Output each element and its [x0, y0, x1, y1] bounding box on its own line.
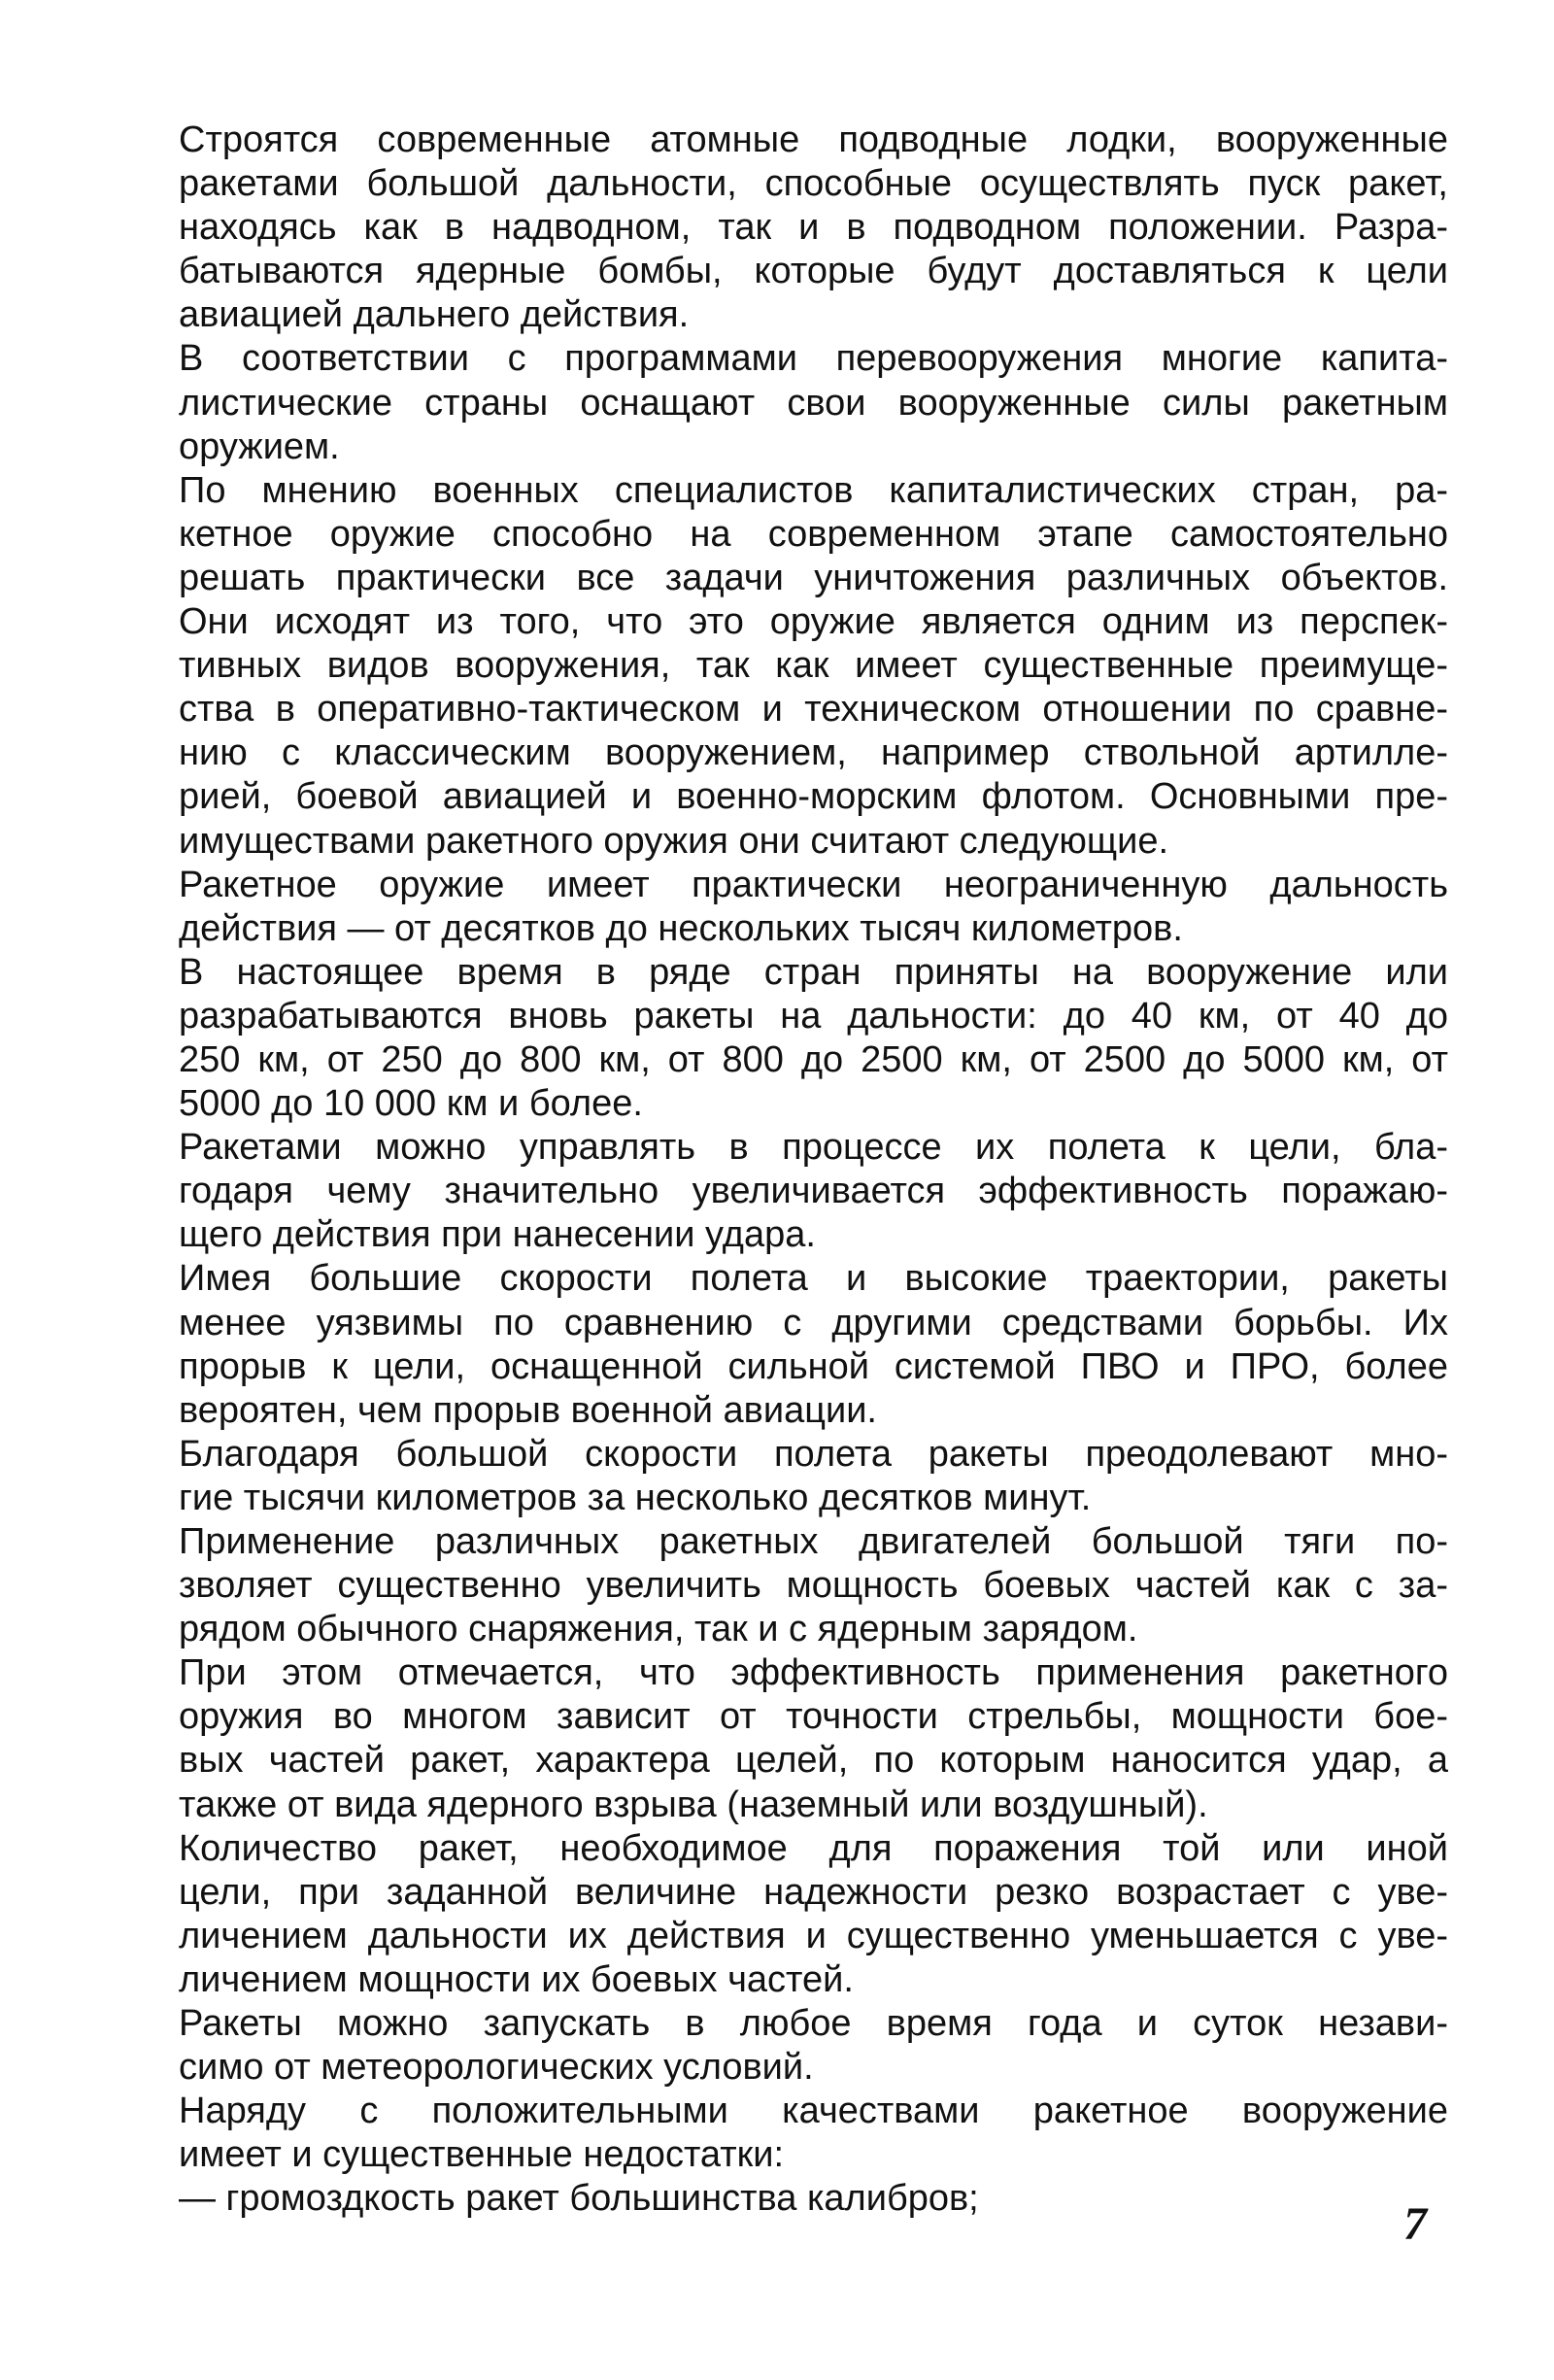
- paragraph: [179, 2090, 1448, 2177]
- text-line: нию с классическим вооружением, например ствольной артилле-: [179, 732, 1448, 774]
- paragraph: [179, 2177, 1448, 2221]
- text-line: цели, при заданной величине надежности резко возрастает с уве-: [179, 1871, 1448, 1913]
- text-line: имеет и существенные недостатки:: [179, 2134, 785, 2176]
- paragraph: [179, 469, 1448, 864]
- text-line: действия — от десятков до нескольких тысяч километров.: [179, 907, 1183, 949]
- text-line: имуществами ракетного оружия они считают следующие.: [179, 820, 1169, 862]
- text-line: В соответствии с программами перевооружения многие капита-: [179, 338, 1448, 380]
- text-line: Имея большие скорости полета и высокие траектории, ракеты: [179, 1258, 1448, 1300]
- page-body-text: [179, 119, 1448, 2222]
- text-line: тивных видов вооружения, так как имеет существенные преимуще-: [179, 645, 1448, 687]
- paragraph: [179, 1651, 1448, 1826]
- text-line: 5000 до 10 000 км и более.: [179, 1083, 643, 1125]
- text-line: Применение различных ракетных двигателей большой тяги по-: [179, 1521, 1448, 1562]
- paragraph: [179, 337, 1448, 468]
- paragraph: [179, 1433, 1448, 1520]
- text-line: По мнению военных специалистов капиталистических стран, ра-: [179, 469, 1448, 511]
- paragraph: [179, 951, 1448, 1126]
- text-line: листические страны оснащают свои вооруженные силы ракетным: [179, 382, 1448, 424]
- text-line: находясь как в надводном, так и в подводном положении. Разра-: [179, 207, 1448, 249]
- text-line: личением дальности их действия и существенно уменьшается с уве-: [179, 1915, 1448, 1956]
- text-line: Они исходят из того, что это оружие является одним из перспек-: [179, 601, 1448, 643]
- text-line: симо от метеорологических условий.: [179, 2047, 814, 2089]
- text-line: зволяет существенно увеличить мощность боевых частей как с за-: [179, 1565, 1448, 1607]
- text-line: При этом отмечается, что эффективность применения ракетного: [179, 1652, 1448, 1694]
- paragraph: [179, 1827, 1448, 2002]
- text-line: гие тысячи километров за несколько десятков минут.: [179, 1477, 1092, 1518]
- paragraph: [179, 2002, 1448, 2090]
- text-line: авиацией дальнего действия.: [179, 294, 690, 336]
- text-line: рядом обычного снаряжения, так и с ядерным зарядом.: [179, 1609, 1138, 1650]
- text-line: оружия во многом зависит от точности стрельбы, мощности бое-: [179, 1696, 1448, 1738]
- text-line: рией, боевой авиацией и военно-морским флотом. Основными пре-: [179, 776, 1448, 818]
- paragraph: [179, 1126, 1448, 1257]
- text-line: годаря чему значительно увеличивается эффективность поражаю-: [179, 1171, 1448, 1212]
- text-line: прорыв к цели, оснащенной сильной системой ПВО и ПРО, более: [179, 1345, 1448, 1387]
- text-line: решать практически все задачи уничтожения различных объектов.: [179, 557, 1448, 598]
- text-line: ства в оперативно-тактическом и техническом отношении по сравне-: [179, 689, 1448, 731]
- text-line: Ракетное оружие имеет практически неограниченную дальность: [179, 864, 1448, 905]
- text-line: щего действия при нанесении удара.: [179, 1214, 816, 1256]
- text-line: личением мощности их боевых частей.: [179, 1958, 854, 2000]
- page-number: 7: [1403, 2198, 1427, 2250]
- text-line: батываются ядерные бомбы, которые будут доставляться к цели: [179, 251, 1448, 292]
- text-line: разрабатываются вновь ракеты на дальности: до 40 км, от 40 до: [179, 995, 1448, 1037]
- text-line: менее уязвимы по сравнению с другими средствами борьбы. Их: [179, 1302, 1448, 1343]
- text-line: — громоздкость ракет большинства калибров;: [179, 2178, 979, 2220]
- paragraph: [179, 1257, 1448, 1432]
- text-line: Ракеты можно запускать в любое время года и суток незави-: [179, 2003, 1448, 2045]
- text-line: кетное оружие способно на современном этапе самостоятельно: [179, 513, 1448, 555]
- text-line: Наряду с положительными качествами ракетное вооружение: [179, 2091, 1448, 2132]
- text-line: Строятся современные атомные подводные лодки, вооруженные: [179, 119, 1448, 160]
- text-line: вых частей ракет, характера целей, по которым наносится удар, а: [179, 1740, 1448, 1782]
- paragraph: [179, 864, 1448, 951]
- text-line: также от вида ядерного взрыва (наземный или воздушный).: [179, 1784, 1208, 1825]
- text-line: В настоящее время в ряде стран приняты на вооружение или: [179, 951, 1448, 993]
- text-line: Благодаря большой скорости полета ракеты преодолевают мно-: [179, 1433, 1448, 1475]
- text-line: вероятен, чем прорыв военной авиации.: [179, 1389, 877, 1431]
- text-line: Количество ракет, необходимое для поражения той или иной: [179, 1827, 1448, 1869]
- paragraph: [179, 119, 1448, 337]
- text-line: оружием.: [179, 425, 340, 467]
- text-line: 250 км, от 250 до 800 км, от 800 до 2500 км, от 2500 до 5000 км, от: [179, 1038, 1448, 1080]
- text-line: ракетами большой дальности, способные осуществлять пуск ракет,: [179, 163, 1448, 205]
- text-line: Ракетами можно управлять в процессе их полета к цели, бла-: [179, 1127, 1448, 1169]
- paragraph: [179, 1520, 1448, 1651]
